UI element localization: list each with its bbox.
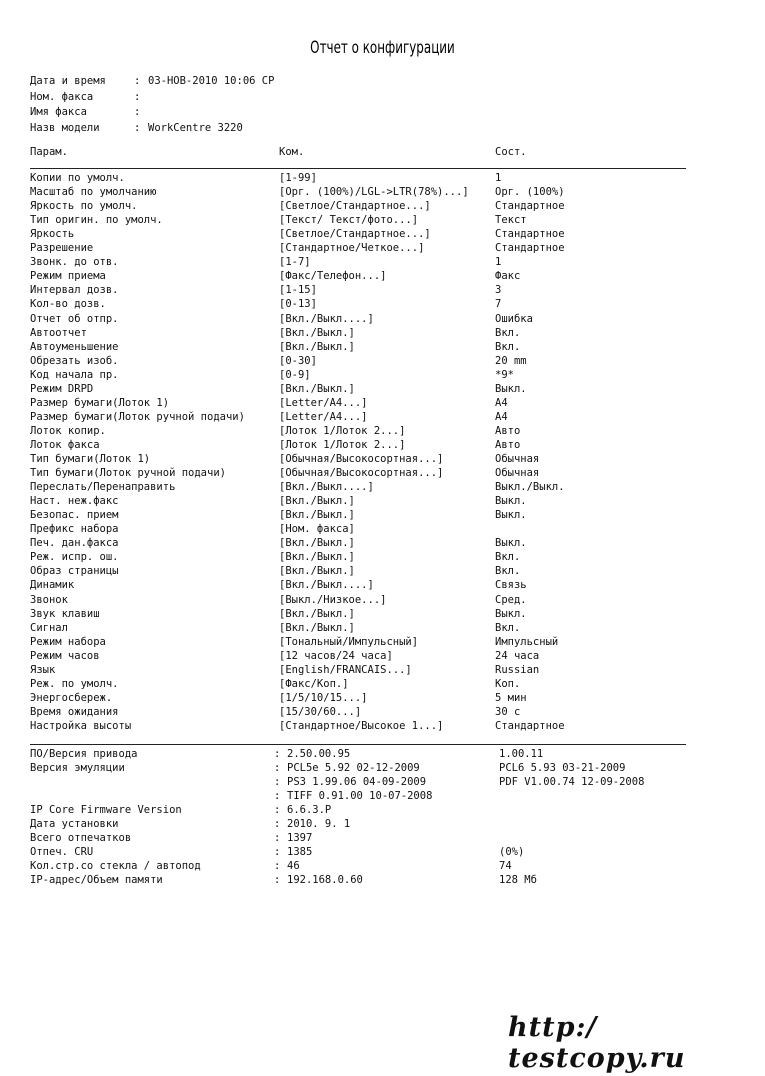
param-options: [12 часов/24 часа]	[279, 649, 393, 662]
param-name: Режим DRPD	[30, 382, 94, 395]
system-value-extra: 1.00.11	[499, 748, 544, 760]
param-options: [Факс/Телефон...]	[279, 270, 387, 283]
param-state: Факс	[495, 270, 521, 283]
meta-value: 03-НОВ-2010 10:06 СР	[148, 75, 275, 87]
system-colon: :	[274, 874, 281, 887]
param-name: Код начала пр.	[30, 368, 119, 381]
param-name: Разрешение	[30, 242, 94, 255]
system-key: Версия эмуляции	[30, 762, 125, 775]
param-name: Размер бумаги(Лоток 1)	[30, 396, 170, 409]
system-value: 6.6.3.P	[287, 804, 332, 817]
param-options: [Вкл./Выкл.]	[279, 607, 355, 620]
param-name: Лоток факса	[30, 438, 100, 451]
param-name: Режим набора	[30, 635, 106, 648]
param-state: Стандартное	[495, 242, 565, 255]
param-state: Russian	[495, 663, 540, 676]
system-value: 2010. 9. 1	[287, 818, 351, 831]
param-options: [0-9]	[279, 368, 311, 381]
param-name: Кол-во дозв.	[30, 298, 106, 311]
param-state: A4	[495, 410, 508, 423]
system-key: IP Core Firmware Version	[30, 804, 182, 817]
param-name: Образ страницы	[30, 565, 119, 578]
param-state: 3	[495, 284, 502, 297]
param-state: Орг. (100%)	[495, 186, 565, 199]
param-name: Реж. по умолч.	[30, 677, 119, 690]
system-colon: :	[274, 776, 281, 789]
header-state: Сост.	[495, 146, 527, 158]
param-name: Сигнал	[30, 621, 68, 634]
param-state: Вкл.	[495, 326, 521, 339]
param-name: Звонок	[30, 593, 68, 606]
param-name: Наст. неж.факс	[30, 495, 119, 508]
system-value: PCL5e 5.92 02-12-2009	[287, 762, 420, 775]
system-value-extra: PCL6 5.93 03-21-2009	[499, 762, 626, 775]
param-state: *9*	[495, 368, 514, 381]
param-state: Выкл./Выкл.	[495, 481, 565, 494]
param-options: [Орг. (100%)/LGL->LTR(78%)...]	[279, 186, 469, 199]
system-colon: :	[274, 804, 281, 817]
meta-key: Назв модели	[30, 121, 100, 134]
param-name: Отчет об отпр.	[30, 312, 119, 325]
param-options: [Вкл./Выкл....]	[279, 579, 374, 592]
param-options: [Вкл./Выкл.]	[279, 382, 355, 395]
param-state: Выкл.	[495, 607, 527, 620]
param-state: 30 с	[495, 705, 521, 718]
param-options: [Текст/ Текст/фото...]	[279, 214, 419, 227]
param-options: [Вкл./Выкл....]	[279, 481, 374, 494]
system-value: 1385	[287, 846, 313, 859]
param-options: [Вкл./Выкл.]	[279, 551, 355, 564]
system-key: Отпеч. CRU	[30, 846, 94, 859]
header-param: Парам.	[30, 146, 68, 158]
param-state: 24 часа	[495, 649, 540, 662]
param-state: Выкл.	[495, 537, 527, 550]
meta-row	[30, 105, 274, 121]
meta-row	[30, 74, 274, 90]
watermark: http:/ testcopy.ru	[508, 1012, 686, 1074]
meta-row	[30, 121, 274, 137]
param-options: [1/5/10/15...]	[279, 691, 368, 704]
param-name: Тип бумаги(Лоток 1)	[30, 453, 151, 465]
param-name: Обрезать изоб.	[30, 354, 119, 367]
system-colon: :	[274, 762, 281, 775]
meta-colon: :	[134, 90, 141, 103]
param-options: [Letter/A4...]	[279, 410, 368, 423]
param-state: Импульсный	[495, 635, 559, 648]
param-options: [Обычная/Высокосортная...]	[279, 467, 444, 480]
header-divider	[30, 168, 686, 169]
param-state: Сред.	[495, 593, 527, 606]
param-options: [1-15]	[279, 284, 317, 297]
system-colon: :	[274, 860, 281, 873]
param-options: [Вкл./Выкл.]	[279, 340, 355, 353]
param-state: Вкл.	[495, 621, 521, 634]
param-options: [Вкл./Выкл.]	[279, 495, 355, 508]
param-state: Ошибка	[495, 312, 533, 325]
param-options: [15/30/60...]	[279, 705, 362, 718]
param-state: Выкл.	[495, 382, 527, 395]
param-options: [Факс/Коп.]	[279, 677, 349, 690]
param-name: Энергосбереж.	[30, 691, 113, 704]
param-options: [Вкл./Выкл.]	[279, 509, 355, 522]
param-name: Время ожидания	[30, 705, 119, 718]
param-state: 1	[495, 172, 502, 184]
param-options: [0-30]	[279, 354, 317, 367]
param-options: [Стандартное/Четкое...]	[279, 242, 425, 255]
meta-key: Дата и время	[30, 75, 106, 87]
param-state: 20 mm	[495, 354, 527, 367]
system-colon: :	[274, 748, 281, 760]
system-key: Кол.стр.со стекла / автопод	[30, 860, 201, 873]
param-options: [Стандартное/Высокое 1...]	[279, 719, 444, 732]
system-value: 2.50.00.95	[287, 748, 351, 760]
system-colon: :	[274, 832, 281, 845]
param-options: [Лоток 1/Лоток 2...]	[279, 424, 406, 437]
report-metadata	[30, 74, 274, 136]
param-state: 7	[495, 298, 502, 311]
param-state: Выкл.	[495, 495, 527, 508]
header-cmd: Ком.	[279, 146, 305, 158]
param-state: Вкл.	[495, 340, 521, 353]
param-name: Автоотчет	[30, 326, 87, 339]
param-options: [Вкл./Выкл.]	[279, 565, 355, 578]
param-options: [1-99]	[279, 172, 317, 184]
param-name: Переслать/Перенаправить	[30, 481, 176, 494]
param-name: Настройка высоты	[30, 719, 132, 732]
system-value-extra: (0%)	[499, 846, 525, 859]
param-options: [English/FRANCAIS...]	[279, 663, 412, 676]
param-options: [0-13]	[279, 298, 317, 311]
param-name: Реж. испр. ош.	[30, 551, 119, 564]
param-options: [Вкл./Выкл....]	[279, 312, 374, 325]
meta-colon: :	[134, 75, 141, 87]
param-name: Автоуменьшение	[30, 340, 119, 353]
system-value: 46	[287, 860, 300, 873]
param-state: Обычная	[495, 467, 540, 480]
param-options: [Вкл./Выкл.]	[279, 537, 355, 550]
param-name: Масштаб по умолчанию	[30, 186, 157, 199]
param-state: Стандартное	[495, 719, 565, 732]
param-name: Тип оригин. по умолч.	[30, 214, 163, 227]
param-state: Коп.	[495, 677, 521, 690]
param-name: Тип бумаги(Лоток ручной подачи)	[30, 467, 226, 480]
param-state: 5 мин	[495, 691, 527, 704]
param-options: [Тональный/Импульсный]	[279, 635, 419, 648]
param-name: Яркость по умолч.	[30, 200, 138, 213]
system-key: Всего отпечатков	[30, 832, 132, 845]
param-state: Стандартное	[495, 228, 565, 241]
section-divider	[30, 744, 686, 745]
param-state: Обычная	[495, 453, 540, 465]
param-options: [Вкл./Выкл.]	[279, 621, 355, 634]
param-options: [Выкл./Низкое...]	[279, 593, 387, 606]
param-name: Лоток копир.	[30, 424, 106, 437]
param-name: Префикс набора	[30, 523, 119, 536]
param-state: Стандартное	[495, 200, 565, 213]
param-options: [Лоток 1/Лоток 2...]	[279, 438, 406, 451]
param-state: Выкл.	[495, 509, 527, 522]
meta-value: WorkCentre 3220	[148, 121, 243, 134]
meta-key: Ном. факса	[30, 90, 94, 103]
page-title: Отчет о конфигурации	[310, 38, 455, 58]
param-state: Авто	[495, 438, 521, 451]
param-state: Вкл.	[495, 551, 521, 564]
system-key: IP-адрес/Объем памяти	[30, 874, 163, 887]
param-state: Текст	[495, 214, 527, 227]
param-options: [1-7]	[279, 256, 311, 269]
system-colon: :	[274, 846, 281, 859]
param-options: [Ном. факса]	[279, 523, 355, 536]
param-options: [Светлое/Стандартное...]	[279, 228, 431, 241]
system-colon: :	[274, 818, 281, 831]
param-name: Динамик	[30, 579, 75, 592]
param-state: A4	[495, 396, 508, 409]
system-value: TIFF 0.91.00 10-07-2008	[287, 790, 433, 803]
param-name: Звук клавиш	[30, 607, 100, 620]
param-state: Связь	[495, 579, 527, 592]
param-name: Безопас. прием	[30, 509, 119, 522]
param-name: Язык	[30, 663, 56, 676]
param-name: Звонк. до отв.	[30, 256, 119, 269]
system-value: 1397	[287, 832, 313, 845]
system-colon: :	[274, 790, 281, 803]
system-value-extra: PDF V1.00.74 12-09-2008	[499, 776, 645, 789]
meta-colon: :	[134, 106, 141, 118]
param-name: Режим приема	[30, 270, 106, 283]
param-state: 1	[495, 256, 502, 269]
param-state: Вкл.	[495, 565, 521, 578]
param-state: Авто	[495, 424, 521, 437]
param-name: Яркость	[30, 228, 75, 241]
meta-row	[30, 90, 274, 106]
system-value-extra: 74	[499, 860, 512, 873]
system-key: ПО/Версия привода	[30, 748, 138, 760]
param-name: Интервал дозв.	[30, 284, 119, 297]
param-name: Копии по умолч.	[30, 172, 125, 184]
param-options: [Вкл./Выкл.]	[279, 326, 355, 339]
system-value: 192.168.0.60	[287, 874, 363, 887]
param-name: Размер бумаги(Лоток ручной подачи)	[30, 410, 245, 423]
param-options: [Светлое/Стандартное...]	[279, 200, 431, 213]
param-options: [Обычная/Высокосортная...]	[279, 453, 444, 465]
param-name: Режим часов	[30, 649, 100, 662]
param-options: [Letter/A4...]	[279, 396, 368, 409]
system-value-extra: 128 Мб	[499, 874, 537, 887]
system-value: PS3 1.99.06 04-09-2009	[287, 776, 427, 789]
system-key: Дата установки	[30, 818, 119, 831]
meta-key: Имя факса	[30, 106, 87, 118]
param-name: Печ. дан.факса	[30, 537, 119, 550]
meta-colon: :	[134, 121, 141, 134]
